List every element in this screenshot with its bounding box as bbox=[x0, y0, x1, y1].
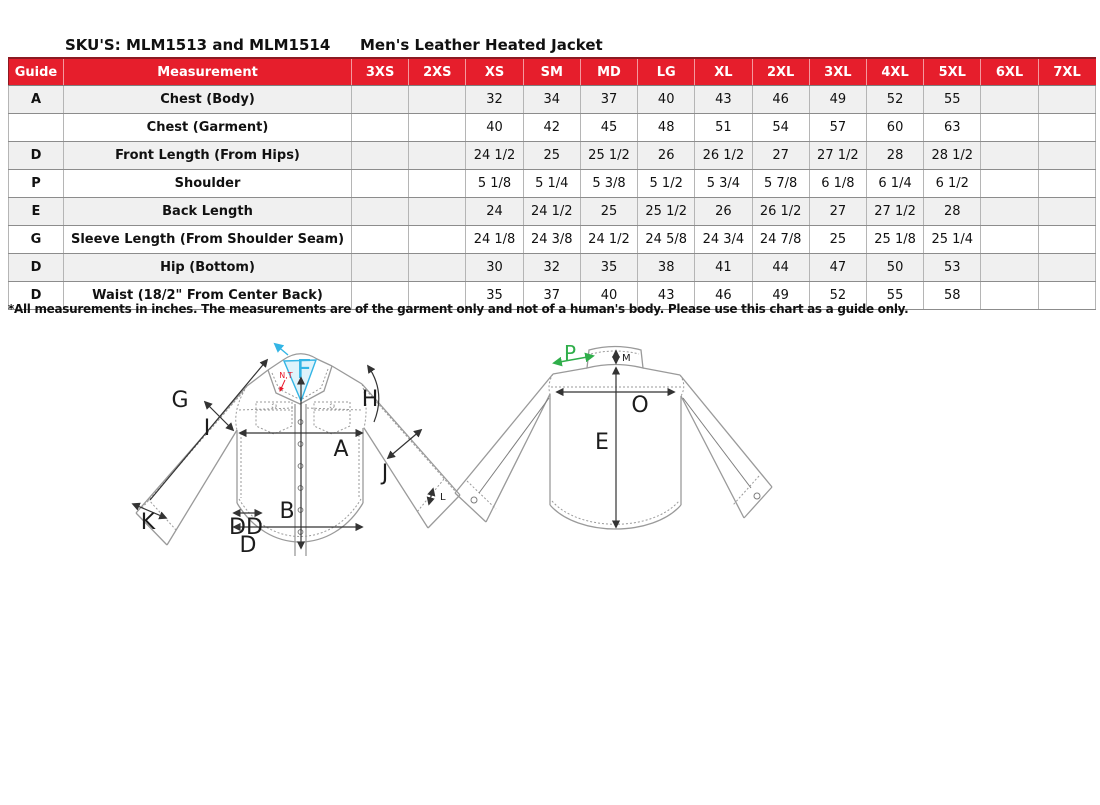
measurement-cell: Back Length bbox=[64, 198, 352, 226]
size-value-cell: 24 7/8 bbox=[752, 226, 809, 254]
size-value-cell bbox=[981, 142, 1038, 170]
size-value-cell bbox=[981, 114, 1038, 142]
diagram-label-a: A bbox=[333, 437, 349, 462]
size-value-cell: 26 1/2 bbox=[752, 198, 809, 226]
measurement-cell: Front Length (From Hips) bbox=[64, 142, 352, 170]
product-title: Men's Leather Heated Jacket bbox=[360, 36, 603, 54]
size-value-cell bbox=[409, 86, 466, 114]
size-value-cell: 26 bbox=[695, 198, 752, 226]
size-value-cell bbox=[981, 170, 1038, 198]
size-value-cell: 49 bbox=[752, 282, 809, 310]
size-value-cell: 52 bbox=[809, 282, 866, 310]
size-value-cell: 26 bbox=[638, 142, 695, 170]
size-value-cell bbox=[1038, 198, 1095, 226]
column-header-7xl: 7XL bbox=[1038, 58, 1095, 86]
column-header-guide: Guide bbox=[9, 58, 64, 86]
column-header-measurement: Measurement bbox=[64, 58, 352, 86]
size-value-cell: 54 bbox=[752, 114, 809, 142]
diagram-label-m: M bbox=[622, 353, 631, 364]
size-value-cell: 50 bbox=[866, 254, 923, 282]
size-value-cell: 25 1/2 bbox=[638, 198, 695, 226]
size-value-cell: 51 bbox=[695, 114, 752, 142]
size-value-cell: 28 1/2 bbox=[924, 142, 981, 170]
column-header-md: MD bbox=[580, 58, 637, 86]
size-value-cell: 27 bbox=[809, 198, 866, 226]
size-value-cell bbox=[409, 198, 466, 226]
size-value-cell bbox=[1038, 282, 1095, 310]
size-value-cell bbox=[1038, 254, 1095, 282]
size-value-cell bbox=[352, 142, 409, 170]
size-value-cell: 60 bbox=[866, 114, 923, 142]
size-value-cell: 41 bbox=[695, 254, 752, 282]
size-value-cell: 5 1/8 bbox=[466, 170, 523, 198]
diagram-label-i: I bbox=[203, 416, 211, 441]
table-row bbox=[9, 170, 1096, 198]
size-value-cell: 6 1/4 bbox=[866, 170, 923, 198]
column-header-6xl: 6XL bbox=[981, 58, 1038, 86]
column-header-xl: XL bbox=[695, 58, 752, 86]
size-value-cell: 47 bbox=[809, 254, 866, 282]
measurement-cell: Chest (Body) bbox=[64, 86, 352, 114]
size-value-cell bbox=[409, 114, 466, 142]
size-value-cell: 28 bbox=[924, 198, 981, 226]
size-value-cell: 25 bbox=[580, 198, 637, 226]
size-value-cell bbox=[1038, 170, 1095, 198]
size-value-cell: 25 bbox=[809, 226, 866, 254]
size-value-cell: 34 bbox=[523, 86, 580, 114]
size-value-cell: 24 1/2 bbox=[466, 142, 523, 170]
table-body bbox=[9, 86, 1096, 310]
size-value-cell: 55 bbox=[866, 282, 923, 310]
size-value-cell bbox=[981, 86, 1038, 114]
size-value-cell: 25 1/8 bbox=[866, 226, 923, 254]
size-value-cell bbox=[1038, 226, 1095, 254]
size-value-cell: 24 5/8 bbox=[638, 226, 695, 254]
diagram-label-j: J bbox=[381, 461, 389, 486]
size-value-cell bbox=[981, 254, 1038, 282]
table-row bbox=[9, 86, 1096, 114]
size-value-cell: 35 bbox=[466, 282, 523, 310]
size-value-cell: 53 bbox=[924, 254, 981, 282]
size-value-cell: 46 bbox=[695, 282, 752, 310]
size-value-cell: 5 3/4 bbox=[695, 170, 752, 198]
size-value-cell bbox=[352, 254, 409, 282]
size-value-cell bbox=[1038, 142, 1095, 170]
size-value-cell bbox=[352, 114, 409, 142]
size-value-cell: 24 1/2 bbox=[523, 198, 580, 226]
size-value-cell: 5 3/8 bbox=[580, 170, 637, 198]
size-value-cell: 46 bbox=[752, 86, 809, 114]
guide-cell: D bbox=[9, 254, 64, 282]
table-row bbox=[9, 198, 1096, 226]
size-value-cell: 58 bbox=[924, 282, 981, 310]
size-value-cell: 32 bbox=[523, 254, 580, 282]
size-value-cell bbox=[1038, 114, 1095, 142]
column-header-3xs: 3XS bbox=[352, 58, 409, 86]
size-value-cell: 27 bbox=[752, 142, 809, 170]
diagram-label-o: O bbox=[631, 393, 649, 418]
size-value-cell bbox=[352, 226, 409, 254]
column-header-xs: XS bbox=[466, 58, 523, 86]
size-value-cell bbox=[352, 86, 409, 114]
diagram-label-l: L bbox=[440, 492, 446, 503]
column-header-2xl: 2XL bbox=[752, 58, 809, 86]
size-value-cell bbox=[981, 226, 1038, 254]
size-value-cell: 5 1/4 bbox=[523, 170, 580, 198]
measurement-cell: Waist (18/2" From Center Back) bbox=[64, 282, 352, 310]
guide-cell: D bbox=[9, 282, 64, 310]
guide-cell: P bbox=[9, 170, 64, 198]
size-value-cell: 44 bbox=[752, 254, 809, 282]
diagram-label-nt: N,T bbox=[279, 371, 293, 380]
size-value-cell: 25 bbox=[523, 142, 580, 170]
size-value-cell: 43 bbox=[638, 282, 695, 310]
jacket-measurement-diagram bbox=[0, 330, 1100, 620]
size-value-cell: 52 bbox=[866, 86, 923, 114]
measurement-cell: Shoulder bbox=[64, 170, 352, 198]
size-value-cell: 25 1/4 bbox=[924, 226, 981, 254]
size-value-cell: 24 3/8 bbox=[523, 226, 580, 254]
size-value-cell bbox=[409, 170, 466, 198]
guide-cell: G bbox=[9, 226, 64, 254]
column-header-4xl: 4XL bbox=[866, 58, 923, 86]
diagram-label-h: H bbox=[361, 387, 379, 412]
column-header-lg: LG bbox=[638, 58, 695, 86]
diagram-label-b: B bbox=[279, 499, 295, 524]
size-value-cell: 57 bbox=[809, 114, 866, 142]
size-value-cell: 6 1/2 bbox=[924, 170, 981, 198]
table-row bbox=[9, 142, 1096, 170]
column-header-5xl: 5XL bbox=[924, 58, 981, 86]
guide-cell: A bbox=[9, 86, 64, 114]
size-value-cell bbox=[409, 142, 466, 170]
table-row bbox=[9, 226, 1096, 254]
size-value-cell: 40 bbox=[466, 114, 523, 142]
guide-cell: D bbox=[9, 142, 64, 170]
size-value-cell bbox=[981, 282, 1038, 310]
guide-cell bbox=[9, 114, 64, 142]
size-value-cell: 24 3/4 bbox=[695, 226, 752, 254]
size-value-cell: 24 1/8 bbox=[466, 226, 523, 254]
size-value-cell: 25 1/2 bbox=[580, 142, 637, 170]
size-chart-table bbox=[8, 57, 1096, 310]
table-row bbox=[9, 114, 1096, 142]
guide-cell: E bbox=[9, 198, 64, 226]
size-value-cell bbox=[409, 226, 466, 254]
table-row bbox=[9, 254, 1096, 282]
size-value-cell bbox=[1038, 86, 1095, 114]
size-value-cell: 63 bbox=[924, 114, 981, 142]
measurement-cell: Sleeve Length (From Shoulder Seam) bbox=[64, 226, 352, 254]
size-value-cell: 27 1/2 bbox=[866, 198, 923, 226]
measurement-cell: Chest (Garment) bbox=[64, 114, 352, 142]
column-header-3xl: 3XL bbox=[809, 58, 866, 86]
measurement-cell: Hip (Bottom) bbox=[64, 254, 352, 282]
size-value-cell: 30 bbox=[466, 254, 523, 282]
size-value-cell bbox=[409, 254, 466, 282]
size-value-cell: 55 bbox=[924, 86, 981, 114]
diagram-label-e: E bbox=[595, 430, 609, 455]
table-header-row bbox=[9, 58, 1096, 86]
size-value-cell: 24 bbox=[466, 198, 523, 226]
column-header-2xs: 2XS bbox=[409, 58, 466, 86]
size-value-cell: 42 bbox=[523, 114, 580, 142]
front-jacket-diagram bbox=[133, 344, 460, 558]
size-value-cell: 37 bbox=[523, 282, 580, 310]
size-value-cell: 37 bbox=[580, 86, 637, 114]
back-jacket-diagram bbox=[455, 341, 772, 529]
size-value-cell: 43 bbox=[695, 86, 752, 114]
size-value-cell bbox=[352, 198, 409, 226]
column-header-sm: SM bbox=[523, 58, 580, 86]
diagram-label-collar-f: F bbox=[296, 355, 312, 385]
size-value-cell: 35 bbox=[580, 254, 637, 282]
size-value-cell: 48 bbox=[638, 114, 695, 142]
size-value-cell: 45 bbox=[580, 114, 637, 142]
size-value-cell: 40 bbox=[580, 282, 637, 310]
size-value-cell: 49 bbox=[809, 86, 866, 114]
size-value-cell: 40 bbox=[638, 86, 695, 114]
size-value-cell: 24 1/2 bbox=[580, 226, 637, 254]
diagram-label-k: K bbox=[140, 510, 156, 535]
size-value-cell: 6 1/8 bbox=[809, 170, 866, 198]
size-value-cell: 27 1/2 bbox=[809, 142, 866, 170]
size-value-cell bbox=[981, 198, 1038, 226]
size-value-cell: 5 7/8 bbox=[752, 170, 809, 198]
size-value-cell: 26 1/2 bbox=[695, 142, 752, 170]
diagram-label-p: P bbox=[563, 341, 577, 365]
footnote-text: *All measurements in inches. The measurements are of the garment only and not of a human's body. Please use this chart as a guide only. bbox=[8, 302, 909, 316]
diagram-label-g: G bbox=[171, 388, 189, 413]
size-value-cell bbox=[352, 170, 409, 198]
size-value-cell: 38 bbox=[638, 254, 695, 282]
sku-title: SKU'S: MLM1513 and MLM1514 bbox=[65, 36, 331, 54]
size-value-cell: 28 bbox=[866, 142, 923, 170]
diagram-label-dd: DD bbox=[229, 515, 263, 540]
diagram-label-d: D bbox=[239, 533, 257, 558]
size-value-cell: 5 1/2 bbox=[638, 170, 695, 198]
size-value-cell: 32 bbox=[466, 86, 523, 114]
